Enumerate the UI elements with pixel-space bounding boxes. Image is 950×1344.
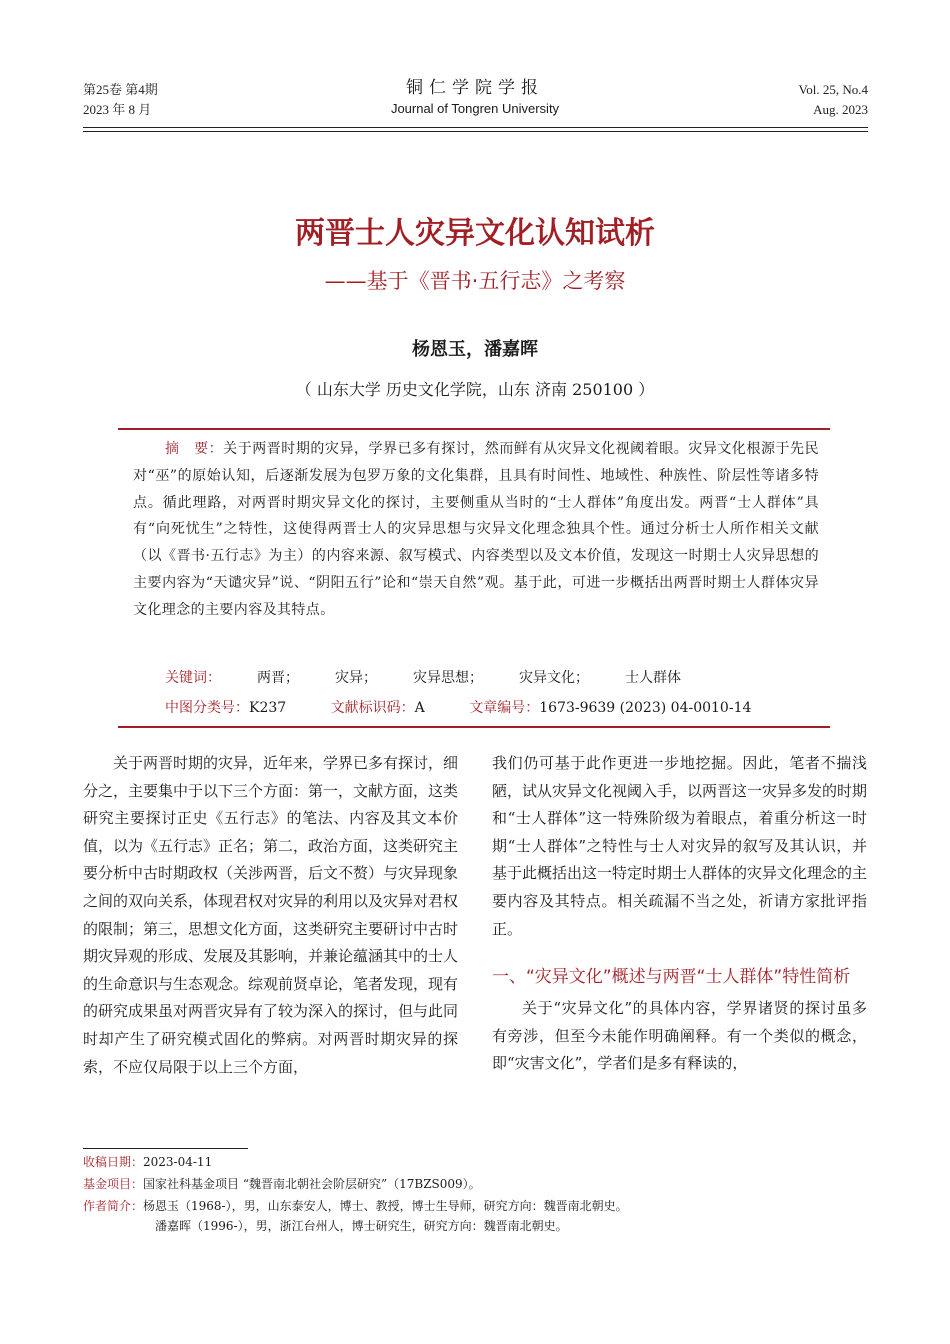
doc-code-value: A [414,700,425,716]
body-paragraph: 我们仍可基于此作更进一步地挖掘。因此，笔者不揣浅陋，试从灾异文化视阈入手，以两晋这一灾异多发的时期和“士人群体”这一特殊阶级为着眼点，着重分析这一时期“士人群体”之特性与士人对灾异的叙写及其认识，并基于此概括出这一特定时期士人群体的灾异文化理念的主要内容及其特点。相关疏漏不当之处，祈请方家批评指正。 [492,754,868,938]
abstract-top-rule [118,428,830,430]
footnote-author-2 [155,1216,568,1236]
abstract [133,436,819,624]
footnote-fund [83,1174,481,1194]
abstract-text: 关于两晋时期的灾异，学界已多有探讨，然而鲜有从灾异文化视阈着眼。灾异文化根源于先民对“巫”的原始认知，后逐渐发展为包罗万象的文化集群，且具有时间性、地域性、种族性、阶层性等诸多特点。循此理路，对两晋时期灾异文化的探讨，主要侧重从当时的“士人群体”角度出发。两晋“士人群体”具有“向死忧生”之特性，这使得两晋士人的灾异思想与灾异文化理念独具个性。通过分析士人所作相关文献（以《晋书·五行志》为主）的内容来源、叙写模式、内容类型以及文本价值，发现这一时期士人灾异思想的主要内容为“天谴灾异”说、“阴阳五行”论和“崇天自然”观。基于此，可进一步概括出两晋时期士人群体灾异文化理念的主要内容及其特点。 [133,441,819,618]
clc-label: 中图分类号： [165,700,249,716]
article-id-label: 文章编号： [469,700,540,716]
body-paragraph: 关于两晋时期的灾异，近年来，学界已多有探讨，细分之，主要集中于以下三个方面：第一，文献方面，这类研究主要探讨正史《五行志》的笔法、内容及其文本价值，以为《五行志》正名；第二，政治方面，这类研究主要分析中古时期政权（关涉两晋，后文不赘）与灾异现象之间的双向关系，体现君权对灾异的利用以及灾异对君权的限制；第三，思想文化方面，这类研究主要研讨中古时期灾异观的形成、发展及其影响，并兼论蕴涵其中的士人的生命意识与生态观念。综观前贤卓论，笔者发现，现有的研究成果虽对两晋灾异有了较为深入的探讨，但与此同时却产生了研究模式固化的弊病。对两晋时期灾异的探索，不应仅局限于以上三个方面， [83,754,459,1076]
author-affiliation: （ 山东大学 历史文化学院，山东 济南 250100 ） [295,380,655,399]
footnote-received [83,1152,212,1172]
journal-name-cn: 铜仁学院学报 [406,78,544,98]
keywords-label: 关键词： [165,670,221,686]
author-info-label: 作者简介： [83,1199,144,1213]
header-rule-thick [83,127,868,128]
article-id-value: 1673-9639 (2023) 04-0010-14 [539,700,752,716]
body-column-right [492,750,867,1078]
article-subtitle: ——基于《晋书·五行志》之考察 [324,269,626,293]
keyword-term: 士人群体 [625,670,681,686]
header-rule-thin [83,131,868,132]
abstract-label: 摘 要： [165,441,224,457]
fund-label: 基金项目： [83,1177,144,1191]
section-heading: 一、“灾异文化”概述与两晋“士人群体”特性简析 [492,967,851,988]
received-label: 收稿日期： [83,1155,144,1169]
body-paragraph: 关于“灾异文化”的具体内容，学界诸贤的探讨虽多有旁涉，但至今未能作明确阐释。有一个类似的概念，即“灾害文化”，学者们是多有释读的， [492,999,867,1073]
fund-value: 国家社科基金项目 “魏晋南北朝社会阶层研究”（17BZS009）。 [143,1177,481,1191]
date-cn: 2023 年 8 月 [83,102,152,117]
clc-value: K237 [249,700,287,716]
article-title: 两晋士人灾异文化认知试析 [295,216,655,251]
date-en: Aug. 2023 [813,102,868,117]
received-value: 2023-04-11 [143,1155,213,1169]
body-column-left [83,750,458,1081]
keyword-term: 两晋； [257,670,299,686]
volume-issue-cn: 第25卷 第4期 [83,82,158,97]
header-right [799,80,868,120]
keyword-term: 灾异思想； [413,670,483,686]
footnote-rule [83,1148,248,1149]
volume-issue-en: Vol. 25, No.4 [798,82,868,97]
doc-code-label: 文献标识码： [330,700,415,716]
author-info-2: 潘嘉晖（1996-），男，浙江台州人，博士研究生，研究方向：魏晋南北朝史。 [155,1219,568,1233]
abstract-bottom-rule [118,726,830,728]
keywords [165,666,681,690]
article-authors: 杨恩玉，潘嘉晖 [412,339,538,360]
classification-line [165,696,751,720]
journal-name-en: Journal of Tongren University [390,101,560,116]
footnote-author [83,1196,628,1216]
keyword-term: 灾异文化； [519,670,589,686]
author-info-1: 杨恩玉（1968-），男，山东泰安人，博士、教授，博士生导师，研究方向：魏晋南北朝史。 [143,1199,628,1213]
keyword-term: 灾异； [335,670,377,686]
